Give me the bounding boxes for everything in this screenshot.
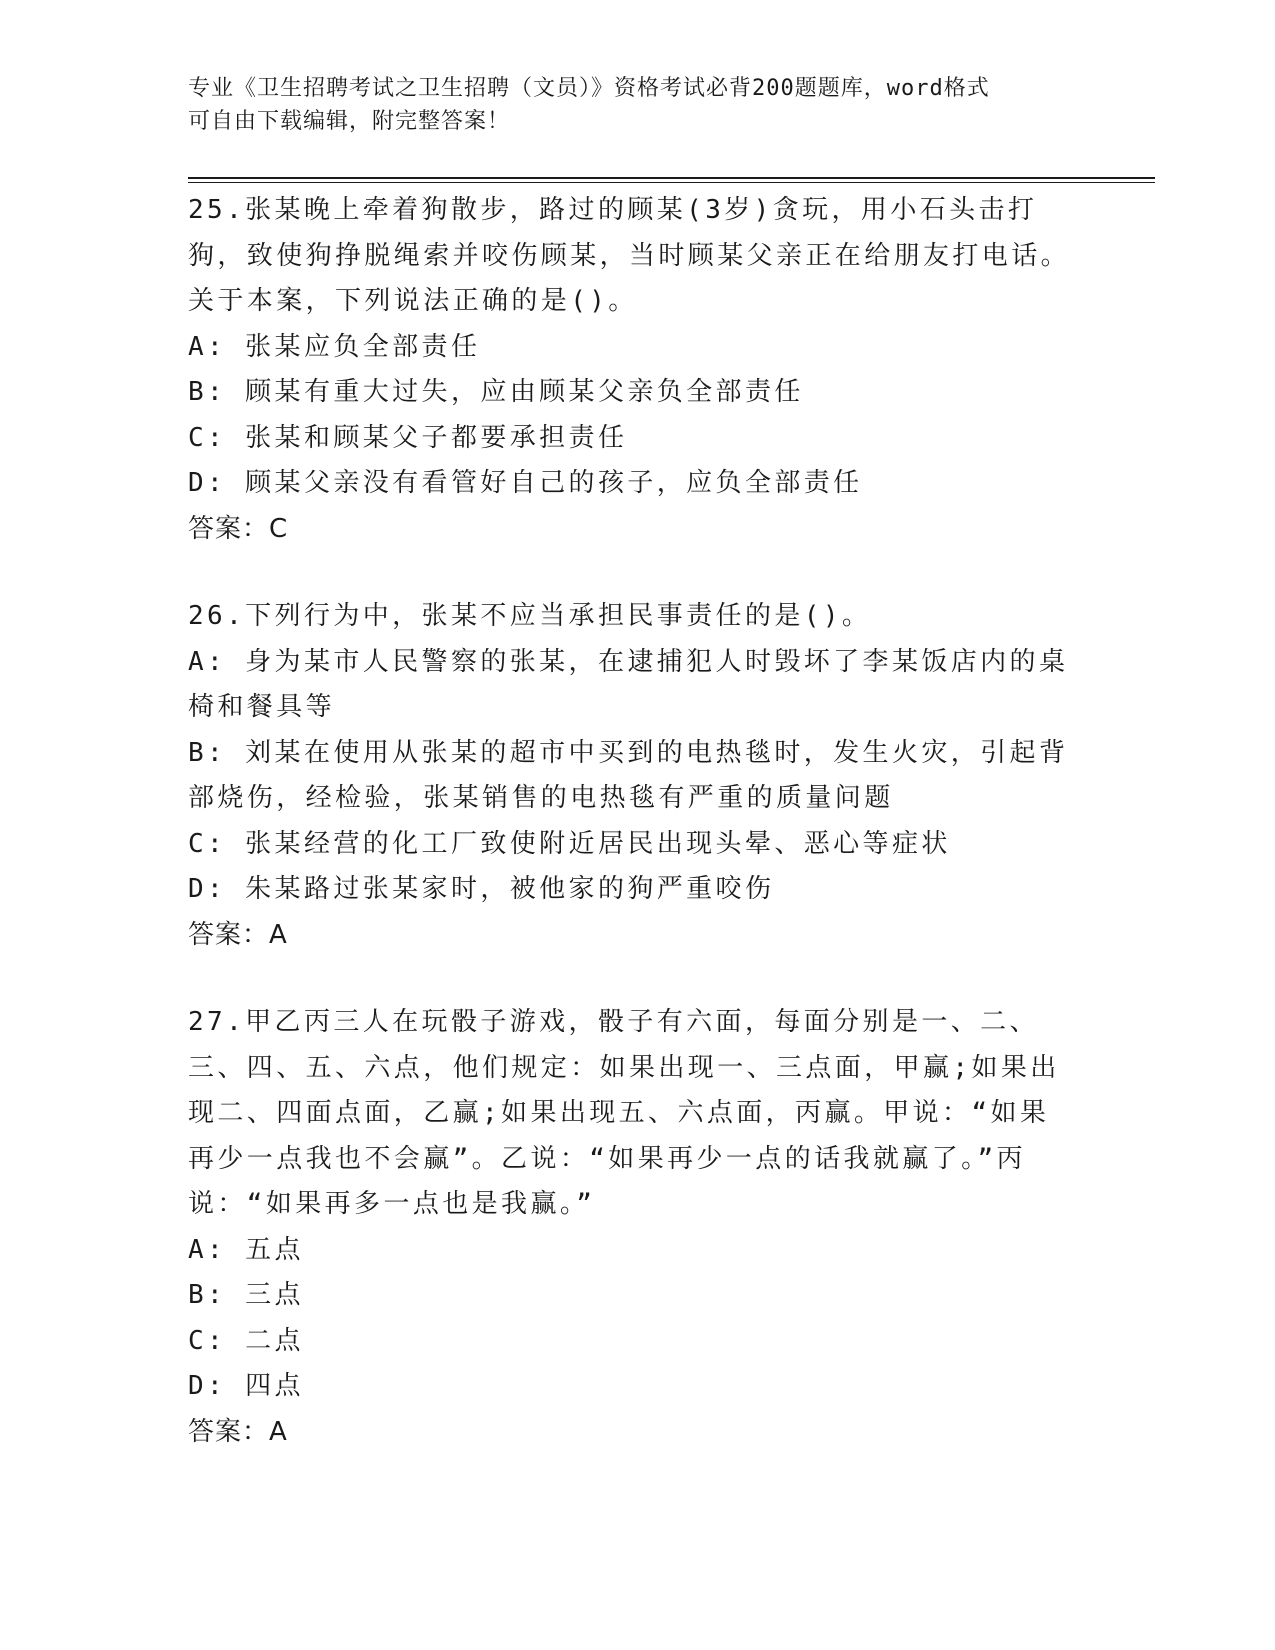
question-27 [188,1000,1078,1455]
question-stem: 25.张某晚上牵着狗散步，路过的顾某(3岁)贪玩，用小石头击打狗，致使狗挣脱绳索并咬伤顾某，当时顾某父亲正在给朋友打电话。关于本案，下列说法正确的是()。 [188,195,1071,316]
question-stem: 27.甲乙丙三人在玩骰子游戏，骰子有六面，每面分别是一、二、三、四、五、六点，他们规定：如果出现一、三点面，甲赢;如果出现二、四面点面，乙赢;如果出现五、六点面，丙赢。甲说：“如果再少一点我也不会赢”。乙说：“如果再少一点的话我就赢了。”丙说：“如果再多一点也是我赢。” [188,1007,1060,1219]
header-title-line-2: 可自由下载编辑，附完整答案！ [188,109,511,134]
option-b: B: 顾某有重大过失，应由顾某父亲负全部责任 [188,377,804,407]
header-divider-thin [188,182,1155,183]
question-stem: 26.下列行为中，张某不应当承担民事责任的是()。 [188,601,872,631]
answer-line: 答案：A [188,919,288,950]
option-b: B: 刘某在使用从张某的超市中买到的电热毯时，发生火灾，引起背部烧伤，经检验，张某销售的电热毯有严重的质量问题 [188,737,1069,813]
answer-line: 答案：C [188,513,289,544]
option-b: B: 三点 [188,1280,304,1310]
option-d: D: 四点 [188,1371,304,1401]
option-c: C: 二点 [188,1325,304,1356]
option-c: C: 张某和顾某父子都要承担责任 [188,422,628,453]
option-a: A: 张某应负全部责任 [188,331,481,362]
option-c: C: 张某经营的化工厂致使附近居民出现头晕、恶心等症状 [188,828,951,859]
question-26 [188,594,1078,958]
option-d: D: 顾某父亲没有看管好自己的孩子，应负全部责任 [188,468,863,498]
header-title-line-1: 专业《卫生招聘考试之卫生招聘（文员）》资格考试必背200题题库，word格式 [188,76,990,101]
option-a: A: 身为某市人民警察的张某，在逮捕犯人时毁坏了李某饭店内的桌椅和餐具等 [188,646,1069,722]
header-divider-thick [188,177,1155,179]
question-list [188,188,1078,1497]
question-25 [188,188,1078,552]
option-a: A: 五点 [188,1234,304,1265]
document-header [188,72,1068,138]
option-d: D: 朱某路过张某家时，被他家的狗严重咬伤 [188,874,775,904]
header-divider [188,177,1155,184]
answer-line: 答案：A [188,1416,288,1447]
